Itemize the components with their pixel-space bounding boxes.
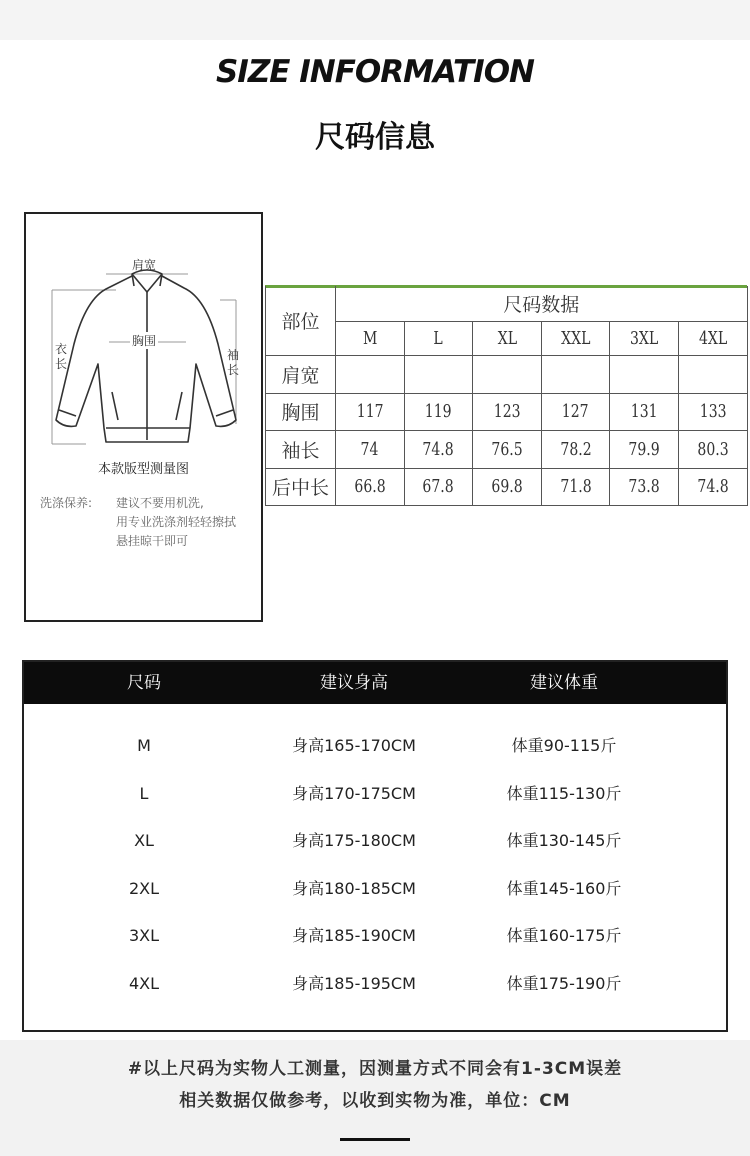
size-cell: 4XL [128,973,160,993]
label-chest: 胸围 [132,334,157,348]
label-length: 衣长 [54,342,67,371]
table-cell [336,469,405,507]
weight-cell: 体重160-175斤 [506,926,622,945]
table-cell [405,469,474,507]
size-header [679,322,748,356]
weight-cell: 体重145-160斤 [506,878,622,898]
table-group-header [336,286,748,322]
table-group-header-text: 尺码数据 [503,294,580,316]
table-corner [266,286,336,356]
table-cell-text: 78.2 [559,438,592,460]
wash-line: 悬挂晾干即可 [116,534,189,548]
row-label [266,394,336,432]
table-cell [679,431,748,469]
table-cell-text: 71.8 [559,476,592,498]
table-cell [473,431,542,469]
size-cell: L [139,783,149,803]
table-cell [542,394,611,432]
measurement-diagram [24,212,263,622]
size-cell: XL [134,831,154,850]
row-label-text: 胸围 [281,402,320,425]
size-cell: 2XL [128,878,160,898]
table-cell-text: 74.8 [422,438,455,460]
table-cell-text: 67.8 [422,476,455,498]
height-cell: 身高180-185CM [292,878,416,898]
note-line-2: 相关数据仅做参考，以收到实物为准，单位：CM [179,1091,571,1111]
table-cell [610,394,679,432]
table-cell-text: 131 [630,401,658,423]
page-title-en: SIZE INFORMATION [215,54,535,90]
note-line-1: #以上尺码为实物人工测量，因测量方式不同会有1-3CM误差 [127,1059,623,1079]
table-cell [679,469,748,507]
table-cell [473,394,542,432]
size-cell: M [137,736,151,755]
weight-cell: 体重90-115斤 [511,736,617,755]
size-header-text: L [433,328,444,349]
row-label-text: 肩宽 [281,364,320,387]
header-size: 尺码 [127,673,161,693]
table-cell-text: 119 [424,401,452,423]
weight-cell: 体重130-145斤 [506,831,622,850]
size-header [542,322,611,356]
table-cell [610,469,679,507]
table-cell-text: 74.8 [697,476,729,498]
label-shoulder: 肩宽 [132,258,157,272]
table-cell [542,356,611,394]
size-recommendation-table [22,660,728,1032]
header-weight: 建议体重 [530,673,598,693]
size-header [473,322,542,356]
table-cell [679,356,748,394]
height-cell: 身高175-180CM [292,831,416,850]
size-header-text: 4XL [698,328,727,349]
table-cell [610,431,679,469]
row-label-text: 后中长 [271,477,329,500]
weight-cell: 体重175-190斤 [506,973,622,993]
size-header-text: XXL [560,328,591,349]
header-height: 建议身高 [320,673,388,693]
row-label-text: 袖长 [281,439,320,462]
table-header [24,662,726,704]
size-header [336,322,405,356]
table-cell-text: 74 [360,438,379,460]
table-cell-text: 123 [493,401,521,423]
table-cell-text: 133 [699,401,727,423]
size-header-text: XL [497,328,517,349]
table-cell-text: 69.8 [491,476,523,498]
table-cell [473,469,542,507]
table-cell [679,394,748,432]
row-label [266,469,336,507]
bottom-divider [340,1138,410,1141]
table-cell [405,394,474,432]
table-cell-text: 80.3 [697,438,729,460]
label-sleeve: 袖长 [226,348,239,377]
wash-line: 用专业洗涤剂轻轻擦拭 [116,515,237,529]
table-cell [336,356,405,394]
size-header-text: M [362,328,377,349]
table-cell [542,469,611,507]
height-cell: 身高185-190CM [292,926,416,945]
wash-care-title: 洗涤保养: [40,496,93,510]
page-title-cn: 尺码信息 [315,120,435,155]
diagram-caption: 本款版型测量图 [97,462,189,477]
table-cell [473,356,542,394]
table-cell [405,431,474,469]
table-cell [542,431,611,469]
table-cell [336,394,405,432]
size-chart-table [265,286,747,506]
height-cell: 身高185-195CM [292,973,416,993]
size-header [610,322,679,356]
weight-cell: 体重115-130斤 [506,783,622,803]
table-cell-text: 117 [356,401,384,423]
table-cell [405,356,474,394]
table-cell [610,356,679,394]
table-cell [336,431,405,469]
height-cell: 身高165-170CM [292,736,416,755]
table-cell-text: 73.8 [628,476,660,498]
table-cell-text: 66.8 [354,476,386,498]
size-header-text: 3XL [630,328,659,349]
top-band [0,0,750,40]
table-cell-text: 76.5 [491,438,523,460]
wash-line: 建议不要用机洗, [116,496,204,510]
size-cell: 3XL [128,926,160,945]
row-label [266,431,336,469]
height-cell: 身高170-175CM [292,783,416,803]
table-cell-text: 127 [562,401,589,423]
row-label [266,356,336,394]
table-corner-text: 部位 [281,311,320,333]
table-cell-text: 79.9 [628,438,660,460]
wash-care-text [116,494,236,551]
size-header [405,322,474,356]
